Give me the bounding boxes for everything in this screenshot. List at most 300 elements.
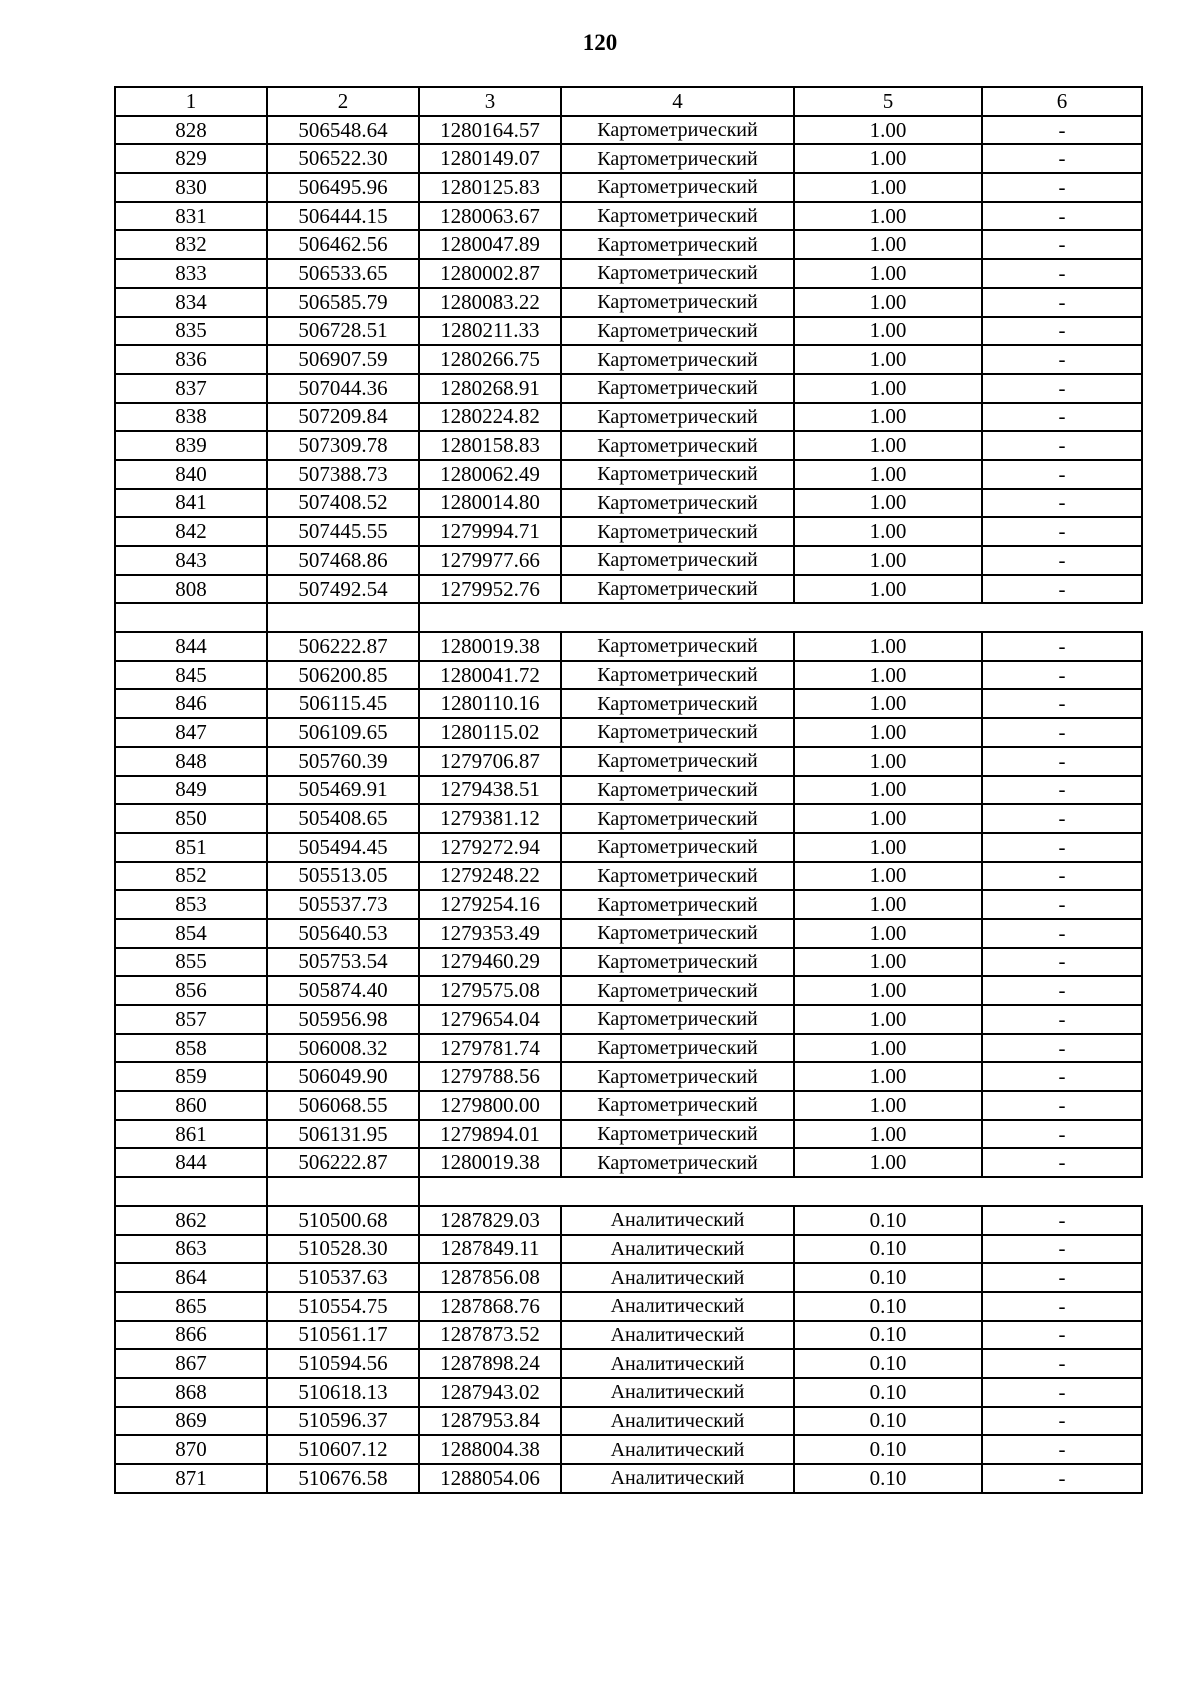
- point-number-cell: 866: [115, 1321, 267, 1350]
- point-number-cell: 853: [115, 890, 267, 919]
- coord-x-cell: 506049.90: [267, 1062, 419, 1091]
- point-number-cell: 829: [115, 144, 267, 173]
- header-cell-4: 4: [561, 87, 794, 116]
- point-number-cell: 851: [115, 833, 267, 862]
- description-cell: -: [982, 259, 1142, 288]
- coord-y-cell: 1280164.57: [419, 116, 561, 145]
- header-cell-3: 3: [419, 87, 561, 116]
- table-row: [115, 374, 1142, 403]
- coord-y-cell: 1280047.89: [419, 230, 561, 259]
- description-cell: -: [982, 1292, 1142, 1321]
- description-cell: -: [982, 776, 1142, 805]
- point-number-cell: 844: [115, 632, 267, 661]
- coord-y-cell: 1280211.33: [419, 317, 561, 346]
- header-cell-6: 6: [982, 87, 1142, 116]
- point-number-cell: 808: [115, 575, 267, 604]
- point-number-cell: 837: [115, 374, 267, 403]
- method-cell: Аналитический: [561, 1206, 794, 1235]
- method-cell: Картометрический: [561, 317, 794, 346]
- coord-x-cell: 505494.45: [267, 833, 419, 862]
- description-cell: -: [982, 1263, 1142, 1292]
- method-cell: Картометрический: [561, 460, 794, 489]
- method-cell: Картометрический: [561, 890, 794, 919]
- accuracy-cell: 0.10: [794, 1349, 982, 1378]
- coord-y-cell: 1287953.84: [419, 1407, 561, 1436]
- method-cell: Картометрический: [561, 804, 794, 833]
- accuracy-cell: 1.00: [794, 661, 982, 690]
- table-row: [115, 718, 1142, 747]
- coord-x-cell: 505513.05: [267, 862, 419, 891]
- point-number-cell: 841: [115, 489, 267, 518]
- description-cell: -: [982, 374, 1142, 403]
- method-cell: Картометрический: [561, 948, 794, 977]
- method-cell: Аналитический: [561, 1292, 794, 1321]
- table-row: [115, 259, 1142, 288]
- description-cell: -: [982, 517, 1142, 546]
- coord-y-cell: 1279706.87: [419, 747, 561, 776]
- description-cell: -: [982, 1235, 1142, 1264]
- coord-x-cell: 506907.59: [267, 345, 419, 374]
- description-cell: -: [982, 173, 1142, 202]
- coord-y-cell: 1287873.52: [419, 1321, 561, 1350]
- coord-y-cell: 1288004.38: [419, 1435, 561, 1464]
- point-number-cell: 869: [115, 1407, 267, 1436]
- method-cell: Аналитический: [561, 1407, 794, 1436]
- description-cell: -: [982, 948, 1142, 977]
- description-cell: -: [982, 833, 1142, 862]
- point-number-cell: 867: [115, 1349, 267, 1378]
- method-cell: Картометрический: [561, 517, 794, 546]
- point-number-cell: 840: [115, 460, 267, 489]
- table-row: [115, 489, 1142, 518]
- accuracy-cell: 1.00: [794, 489, 982, 518]
- coord-y-cell: 1280125.83: [419, 173, 561, 202]
- table-row: [115, 230, 1142, 259]
- point-number-cell: 832: [115, 230, 267, 259]
- header-row: [115, 87, 1142, 116]
- table-row: [115, 1091, 1142, 1120]
- accuracy-cell: 1.00: [794, 403, 982, 432]
- coord-x-cell: 505874.40: [267, 976, 419, 1005]
- coord-x-cell: 506115.45: [267, 689, 419, 718]
- coord-y-cell: 1280041.72: [419, 661, 561, 690]
- accuracy-cell: 0.10: [794, 1407, 982, 1436]
- point-number-cell: 858: [115, 1034, 267, 1063]
- coord-y-cell: 1280110.16: [419, 689, 561, 718]
- description-cell: -: [982, 890, 1142, 919]
- table-row: [115, 575, 1142, 604]
- point-number-cell: 846: [115, 689, 267, 718]
- accuracy-cell: 1.00: [794, 317, 982, 346]
- method-cell: Картометрический: [561, 1148, 794, 1177]
- coord-y-cell: 1280019.38: [419, 1148, 561, 1177]
- coord-x-cell: 507468.86: [267, 546, 419, 575]
- accuracy-cell: 1.00: [794, 976, 982, 1005]
- description-cell: -: [982, 718, 1142, 747]
- point-number-cell: 830: [115, 173, 267, 202]
- point-number-cell: 859: [115, 1062, 267, 1091]
- table-row: [115, 546, 1142, 575]
- method-cell: Аналитический: [561, 1235, 794, 1264]
- coord-y-cell: 1288054.06: [419, 1464, 561, 1493]
- description-cell: -: [982, 575, 1142, 604]
- header-cell-1: 1: [115, 87, 267, 116]
- point-number-cell: 868: [115, 1378, 267, 1407]
- point-number-cell: 862: [115, 1206, 267, 1235]
- coord-x-cell: 505956.98: [267, 1005, 419, 1034]
- point-number-cell: 865: [115, 1292, 267, 1321]
- coord-x-cell: 505537.73: [267, 890, 419, 919]
- coord-x-cell: 510596.37: [267, 1407, 419, 1436]
- coord-y-cell: 1279438.51: [419, 776, 561, 805]
- coord-y-cell: 1279575.08: [419, 976, 561, 1005]
- point-number-cell: 828: [115, 116, 267, 145]
- accuracy-cell: 1.00: [794, 517, 982, 546]
- method-cell: Картометрический: [561, 1034, 794, 1063]
- coord-y-cell: 1280014.80: [419, 489, 561, 518]
- description-cell: -: [982, 1005, 1142, 1034]
- method-cell: Картометрический: [561, 288, 794, 317]
- coord-y-cell: 1279977.66: [419, 546, 561, 575]
- coord-x-cell: 507044.36: [267, 374, 419, 403]
- description-cell: -: [982, 976, 1142, 1005]
- accuracy-cell: 1.00: [794, 431, 982, 460]
- accuracy-cell: 1.00: [794, 632, 982, 661]
- table-row: [115, 116, 1142, 145]
- description-cell: -: [982, 144, 1142, 173]
- separator-cell: [115, 603, 267, 632]
- point-number-cell: 843: [115, 546, 267, 575]
- method-cell: Картометрический: [561, 1062, 794, 1091]
- accuracy-cell: 1.00: [794, 288, 982, 317]
- table-row: [115, 431, 1142, 460]
- coord-y-cell: 1279788.56: [419, 1062, 561, 1091]
- method-cell: Картометрический: [561, 575, 794, 604]
- point-number-cell: 850: [115, 804, 267, 833]
- method-cell: Картометрический: [561, 776, 794, 805]
- point-number-cell: 836: [115, 345, 267, 374]
- coord-x-cell: 507408.52: [267, 489, 419, 518]
- coord-y-cell: 1287829.03: [419, 1206, 561, 1235]
- point-number-cell: 870: [115, 1435, 267, 1464]
- method-cell: Аналитический: [561, 1378, 794, 1407]
- method-cell: Картометрический: [561, 1120, 794, 1149]
- coord-x-cell: 505640.53: [267, 919, 419, 948]
- accuracy-cell: 1.00: [794, 1062, 982, 1091]
- coord-y-cell: 1287856.08: [419, 1263, 561, 1292]
- description-cell: -: [982, 1148, 1142, 1177]
- coord-x-cell: 506495.96: [267, 173, 419, 202]
- point-number-cell: 842: [115, 517, 267, 546]
- accuracy-cell: 0.10: [794, 1206, 982, 1235]
- coord-x-cell: 506109.65: [267, 718, 419, 747]
- table-row: [115, 1378, 1142, 1407]
- description-cell: -: [982, 632, 1142, 661]
- coord-y-cell: 1280062.49: [419, 460, 561, 489]
- table-row: [115, 317, 1142, 346]
- accuracy-cell: 0.10: [794, 1321, 982, 1350]
- accuracy-cell: 1.00: [794, 116, 982, 145]
- accuracy-cell: 1.00: [794, 776, 982, 805]
- coord-x-cell: 510618.13: [267, 1378, 419, 1407]
- method-cell: Картометрический: [561, 1005, 794, 1034]
- description-cell: -: [982, 345, 1142, 374]
- point-number-cell: 834: [115, 288, 267, 317]
- method-cell: Аналитический: [561, 1349, 794, 1378]
- table-row: [115, 1062, 1142, 1091]
- description-cell: -: [982, 862, 1142, 891]
- accuracy-cell: 1.00: [794, 259, 982, 288]
- group-separator-row: [115, 1177, 1142, 1206]
- table-row: [115, 345, 1142, 374]
- description-cell: -: [982, 747, 1142, 776]
- method-cell: Картометрический: [561, 374, 794, 403]
- method-cell: Картометрический: [561, 403, 794, 432]
- coord-y-cell: 1279460.29: [419, 948, 561, 977]
- accuracy-cell: 1.00: [794, 202, 982, 231]
- accuracy-cell: 1.00: [794, 374, 982, 403]
- table-row: [115, 288, 1142, 317]
- coord-y-cell: 1279781.74: [419, 1034, 561, 1063]
- coord-y-cell: 1280063.67: [419, 202, 561, 231]
- accuracy-cell: 1.00: [794, 919, 982, 948]
- coord-y-cell: 1287898.24: [419, 1349, 561, 1378]
- coord-x-cell: 510500.68: [267, 1206, 419, 1235]
- point-number-cell: 861: [115, 1120, 267, 1149]
- accuracy-cell: 0.10: [794, 1235, 982, 1264]
- accuracy-cell: 1.00: [794, 460, 982, 489]
- coord-x-cell: 506222.87: [267, 632, 419, 661]
- coord-x-cell: 507209.84: [267, 403, 419, 432]
- table-row: [115, 862, 1142, 891]
- accuracy-cell: 1.00: [794, 833, 982, 862]
- coord-x-cell: 510607.12: [267, 1435, 419, 1464]
- accuracy-cell: 1.00: [794, 1148, 982, 1177]
- method-cell: Картометрический: [561, 833, 794, 862]
- table-header: [115, 87, 1142, 116]
- point-number-cell: 844: [115, 1148, 267, 1177]
- table-row: [115, 460, 1142, 489]
- table-row: [115, 632, 1142, 661]
- separator-cell: [267, 603, 419, 632]
- point-number-cell: 855: [115, 948, 267, 977]
- coord-x-cell: 506522.30: [267, 144, 419, 173]
- coord-y-cell: 1280115.02: [419, 718, 561, 747]
- description-cell: -: [982, 1464, 1142, 1493]
- accuracy-cell: 1.00: [794, 575, 982, 604]
- accuracy-cell: 1.00: [794, 173, 982, 202]
- coord-y-cell: 1279800.00: [419, 1091, 561, 1120]
- point-number-cell: 856: [115, 976, 267, 1005]
- accuracy-cell: 1.00: [794, 804, 982, 833]
- point-number-cell: 849: [115, 776, 267, 805]
- coord-x-cell: 505408.65: [267, 804, 419, 833]
- coord-x-cell: 506068.55: [267, 1091, 419, 1120]
- method-cell: Картометрический: [561, 173, 794, 202]
- table-row: [115, 202, 1142, 231]
- method-cell: Картометрический: [561, 144, 794, 173]
- method-cell: Картометрический: [561, 632, 794, 661]
- coord-x-cell: 510561.17: [267, 1321, 419, 1350]
- method-cell: Картометрический: [561, 862, 794, 891]
- point-number-cell: 864: [115, 1263, 267, 1292]
- coord-y-cell: 1280268.91: [419, 374, 561, 403]
- method-cell: Картометрический: [561, 718, 794, 747]
- table-row: [115, 144, 1142, 173]
- table-row: [115, 173, 1142, 202]
- coord-x-cell: 505760.39: [267, 747, 419, 776]
- method-cell: Картометрический: [561, 202, 794, 231]
- point-number-cell: 839: [115, 431, 267, 460]
- method-cell: Картометрический: [561, 689, 794, 718]
- table-row: [115, 976, 1142, 1005]
- accuracy-cell: 0.10: [794, 1263, 982, 1292]
- method-cell: Картометрический: [561, 230, 794, 259]
- coord-x-cell: 506131.95: [267, 1120, 419, 1149]
- point-number-cell: 833: [115, 259, 267, 288]
- coord-y-cell: 1280266.75: [419, 345, 561, 374]
- coord-y-cell: 1279248.22: [419, 862, 561, 891]
- method-cell: Картометрический: [561, 431, 794, 460]
- description-cell: -: [982, 1435, 1142, 1464]
- accuracy-cell: 1.00: [794, 546, 982, 575]
- description-cell: -: [982, 689, 1142, 718]
- table-row: [115, 1435, 1142, 1464]
- coord-y-cell: 1279952.76: [419, 575, 561, 604]
- point-number-cell: 863: [115, 1235, 267, 1264]
- method-cell: Аналитический: [561, 1464, 794, 1493]
- header-cell-5: 5: [794, 87, 982, 116]
- description-cell: -: [982, 1120, 1142, 1149]
- description-cell: -: [982, 546, 1142, 575]
- accuracy-cell: 0.10: [794, 1435, 982, 1464]
- coord-y-cell: 1287943.02: [419, 1378, 561, 1407]
- table-row: [115, 1407, 1142, 1436]
- description-cell: -: [982, 230, 1142, 259]
- method-cell: Картометрический: [561, 747, 794, 776]
- accuracy-cell: 1.00: [794, 1120, 982, 1149]
- coord-y-cell: 1279272.94: [419, 833, 561, 862]
- coord-y-cell: 1280224.82: [419, 403, 561, 432]
- table-row: [115, 948, 1142, 977]
- coord-x-cell: 506008.32: [267, 1034, 419, 1063]
- accuracy-cell: 1.00: [794, 948, 982, 977]
- point-number-cell: 860: [115, 1091, 267, 1120]
- table-row: [115, 517, 1142, 546]
- method-cell: Картометрический: [561, 489, 794, 518]
- accuracy-cell: 1.00: [794, 1034, 982, 1063]
- coord-x-cell: 506548.64: [267, 116, 419, 145]
- coordinates-table: [114, 86, 1143, 1494]
- description-cell: -: [982, 1349, 1142, 1378]
- table-row: [115, 1263, 1142, 1292]
- table-row: [115, 1464, 1142, 1493]
- method-cell: Аналитический: [561, 1263, 794, 1292]
- separator-cell: [419, 603, 1142, 632]
- table-row: [115, 1148, 1142, 1177]
- method-cell: Аналитический: [561, 1321, 794, 1350]
- description-cell: -: [982, 202, 1142, 231]
- method-cell: Картометрический: [561, 345, 794, 374]
- description-cell: -: [982, 1034, 1142, 1063]
- method-cell: Картометрический: [561, 259, 794, 288]
- method-cell: Картометрический: [561, 976, 794, 1005]
- table-row: [115, 890, 1142, 919]
- table-row: [115, 776, 1142, 805]
- coord-x-cell: 507388.73: [267, 460, 419, 489]
- description-cell: -: [982, 1378, 1142, 1407]
- coord-y-cell: 1279254.16: [419, 890, 561, 919]
- coord-y-cell: 1287849.11: [419, 1235, 561, 1264]
- table-row: [115, 1120, 1142, 1149]
- accuracy-cell: 1.00: [794, 144, 982, 173]
- coord-x-cell: 506444.15: [267, 202, 419, 231]
- coord-y-cell: 1287868.76: [419, 1292, 561, 1321]
- table-row: [115, 1034, 1142, 1063]
- coord-y-cell: 1279353.49: [419, 919, 561, 948]
- coord-y-cell: 1279381.12: [419, 804, 561, 833]
- description-cell: -: [982, 919, 1142, 948]
- page-number: 120: [582, 30, 618, 55]
- table-row: [115, 689, 1142, 718]
- description-cell: -: [982, 116, 1142, 145]
- coord-x-cell: 506222.87: [267, 1148, 419, 1177]
- description-cell: -: [982, 1321, 1142, 1350]
- coord-y-cell: 1280083.22: [419, 288, 561, 317]
- accuracy-cell: 1.00: [794, 718, 982, 747]
- point-number-cell: 857: [115, 1005, 267, 1034]
- table-row: [115, 1292, 1142, 1321]
- point-number-cell: 838: [115, 403, 267, 432]
- group-separator-row: [115, 603, 1142, 632]
- description-cell: -: [982, 431, 1142, 460]
- coord-x-cell: 510537.63: [267, 1263, 419, 1292]
- table-row: [115, 747, 1142, 776]
- coord-x-cell: 505753.54: [267, 948, 419, 977]
- coord-x-cell: 507445.55: [267, 517, 419, 546]
- table-row: [115, 804, 1142, 833]
- coord-x-cell: 505469.91: [267, 776, 419, 805]
- coord-y-cell: 1280019.38: [419, 632, 561, 661]
- method-cell: Картометрический: [561, 1091, 794, 1120]
- coord-x-cell: 507492.54: [267, 575, 419, 604]
- table-row: [115, 1005, 1142, 1034]
- description-cell: -: [982, 1407, 1142, 1436]
- description-cell: -: [982, 489, 1142, 518]
- coord-x-cell: 510676.58: [267, 1464, 419, 1493]
- accuracy-cell: 1.00: [794, 747, 982, 776]
- coord-y-cell: 1279994.71: [419, 517, 561, 546]
- coord-x-cell: 510594.56: [267, 1349, 419, 1378]
- coord-y-cell: 1280149.07: [419, 144, 561, 173]
- table-row: [115, 919, 1142, 948]
- description-cell: -: [982, 661, 1142, 690]
- point-number-cell: 831: [115, 202, 267, 231]
- coord-x-cell: 506728.51: [267, 317, 419, 346]
- point-number-cell: 847: [115, 718, 267, 747]
- accuracy-cell: 1.00: [794, 689, 982, 718]
- description-cell: -: [982, 460, 1142, 489]
- coord-x-cell: 506462.56: [267, 230, 419, 259]
- coord-x-cell: 506585.79: [267, 288, 419, 317]
- coord-x-cell: 506200.85: [267, 661, 419, 690]
- accuracy-cell: 0.10: [794, 1378, 982, 1407]
- separator-cell: [267, 1177, 419, 1206]
- table-row: [115, 1206, 1142, 1235]
- coord-x-cell: 510554.75: [267, 1292, 419, 1321]
- method-cell: Аналитический: [561, 1435, 794, 1464]
- description-cell: -: [982, 317, 1142, 346]
